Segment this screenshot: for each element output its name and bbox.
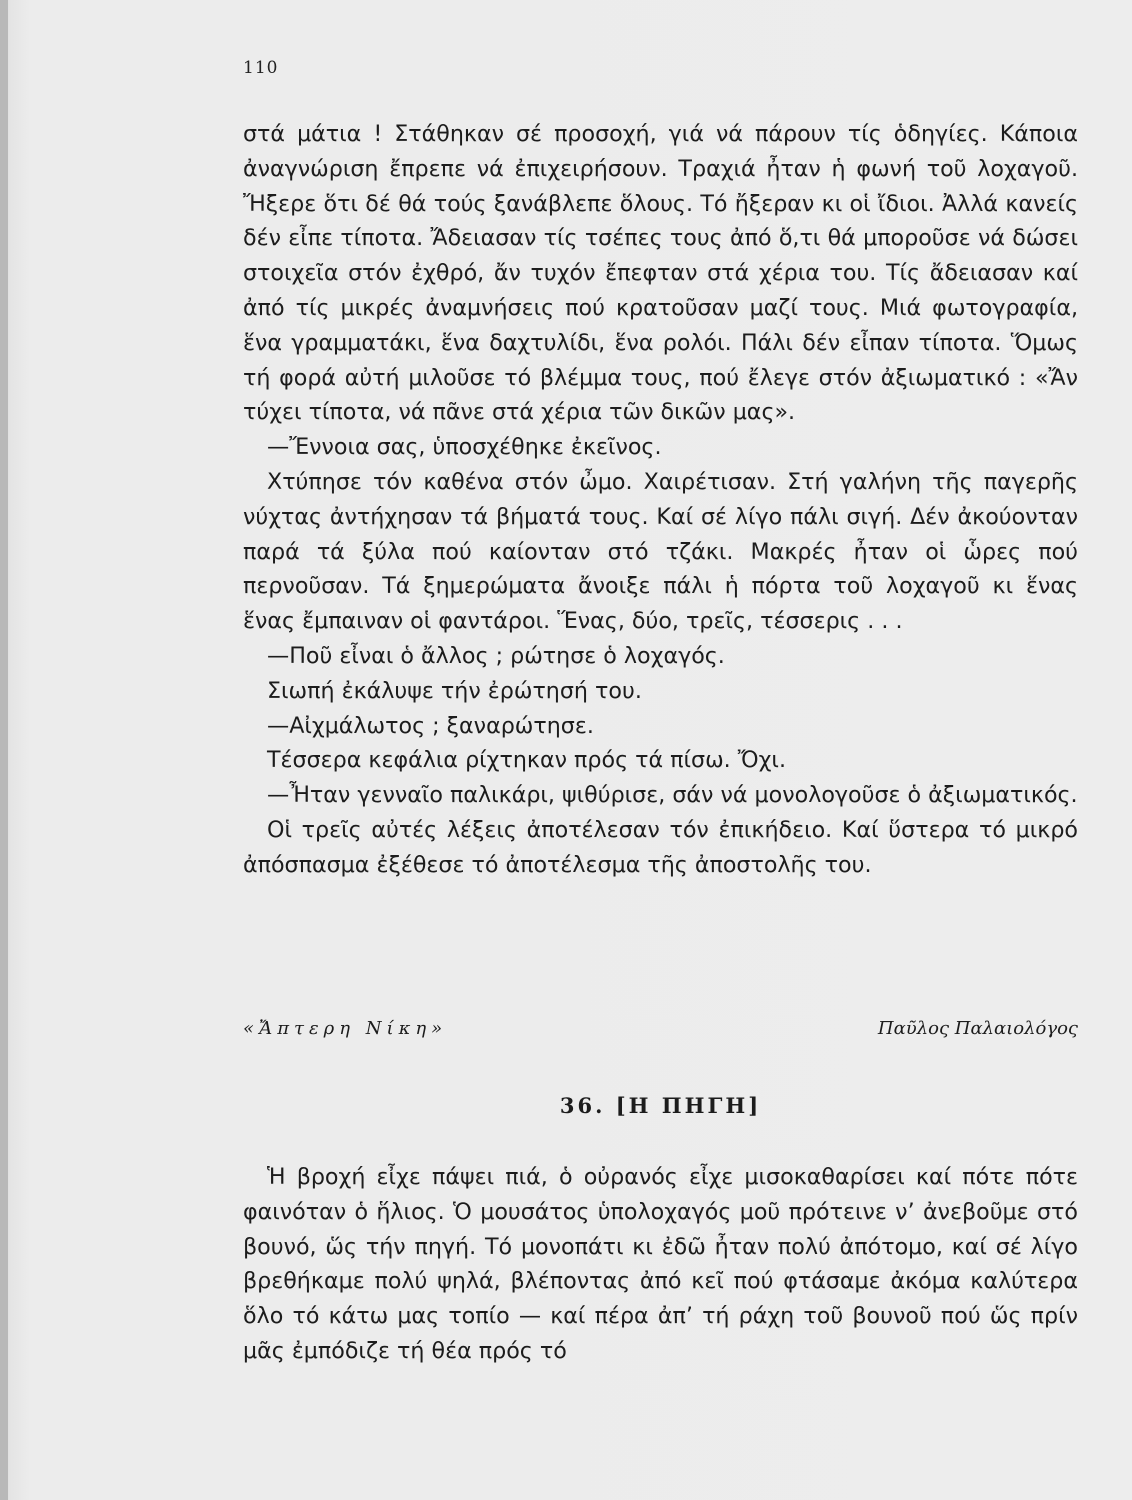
paragraph: στά μάτια ! Στάθηκαν σέ προσοχή, γιά νά πάρουν τίς ὁδηγίες. Κάποια ἀναγνώριση ἔπρεπε νά ἐπιχειρήσουν. Τραχιά ἦταν ἡ φωνή τοῦ λοχαγοῦ. Ἤξερε ὅτι δέ θά τούς ξανάβλεπε ὅλους. Τό ἤξεραν κι οἱ ἴδιοι. Ἀλλά κανείς δέν εἶπε τίποτα. Ἄδειασαν τίς τσέπες τους ἀπό ὅ,τι θά μποροῦσε νά δώσει στοιχεῖα στόν ἐχθρό, ἄν τυχόν ἔπεφταν στά χέρια του. Τίς ἄδειασαν καί ἀπό τίς μικρές ἀναμνήσεις πού κρατοῦσαν μαζί τους. Μιά φωτογραφία, ἕνα γραμματάκι, ἕνα δαχτυλίδι, ἕνα ρολόι. Πάλι δέν εἶπαν τίποτα. Ὅμως τή φορά αὐτή μιλοῦσε τό βλέμμα τους, πού ἔλεγε στόν ἀξιωματικό : «Ἄν τύχει τίποτα, νά πᾶνε στά χέρια τῶν δικῶν μας». xyxy=(243,121,1078,426)
source-author: Παῦλος Παλαιολόγος xyxy=(877,1018,1078,1039)
dialogue-line: —Αἰχμάλωτος ; ξαναρώτησε. xyxy=(267,712,594,739)
story-excerpt xyxy=(243,117,1078,883)
paragraph: Χτύπησε τόν καθένα στόν ὦμο. Χαιρέτισαν. Στή γαλήνη τῆς παγερῆς νύχτας ἀντήχησαν τά βήματά τους. Καί σέ λίγο πάλι σιγή. Δέν ἀκούονταν παρά τά ξύλα πού καίονταν στό τζάκι. Μακρές ἦταν οἱ ὧρες πού περνοῦσαν. Τά ξημερώματα ἄνοιξε πάλι ἡ πόρτα τοῦ λοχαγοῦ κι ἕνας ἕνας ἔμπαιναν οἱ φαντάροι. Ἕνας, δύο, τρεῖς, τέσσερις . . . xyxy=(243,468,1078,635)
dialogue-line: —Ἦταν γενναῖο παλικάρι, ψιθύρισε, σάν νά μονολογοῦσε ὁ ἀξιωματικός. xyxy=(267,782,1078,809)
source-title: «Ἄπτερη Νίκη» xyxy=(243,1018,448,1039)
binding-edge-shadow xyxy=(0,0,8,1500)
paragraph: Σιωπή ἐκάλυψε τήν ἐρώτησή του. xyxy=(267,677,642,704)
dialogue-line: —Ἔννοια σας, ὑποσχέθηκε ἐκεῖνος. xyxy=(267,434,662,461)
page-number: 110 xyxy=(243,58,279,78)
dialogue-line: —Ποῦ εἶναι ὁ ἄλλος ; ρώτησε ὁ λοχαγός. xyxy=(267,642,725,669)
paragraph: Ἡ βροχή εἶχε πάψει πιά, ὁ οὐρανός εἶχε μισοκαθαρίσει καί πότε πότε φαινόταν ὁ ἥλιος. Ὁ μουσάτος ὑπολοχαγός μοῦ πρότεινε ν’ ἀνεβοῦμε στό βουνό, ὥς τήν πηγή. Τό μονοπάτι κι ἐδῶ ἦταν πολύ ἀπότομο, καί σέ λίγο βρεθήκαμε πολύ ψηλά, βλέποντας ἀπό κεῖ πού φτάσαμε ἀκόμα καλύτερα ὅλο τό κάτω μας τοπίο — καί πέρα ἀπ’ τή ράχη τοῦ βουνοῦ πού ὥς πρίν μᾶς ἐμπόδιζε τή θέα πρός τό xyxy=(243,1164,1078,1364)
section-heading: 36. [Η ΠΗΓΗ] xyxy=(559,1093,762,1118)
paragraph: Οἱ τρεῖς αὐτές λέξεις ἀποτέλεσαν τόν ἐπικήδειο. Καί ὕστερα τό μικρό ἀπόσπασμα ἐξέθεσε τό ἀποτέλεσμα τῆς ἀποστολῆς του. xyxy=(243,816,1078,878)
section-text xyxy=(243,1160,1078,1369)
source-citation xyxy=(243,1018,1078,1048)
paragraph: Τέσσερα κεφάλια ρίχτηκαν πρός τά πίσω. Ὄχι. xyxy=(267,747,786,774)
